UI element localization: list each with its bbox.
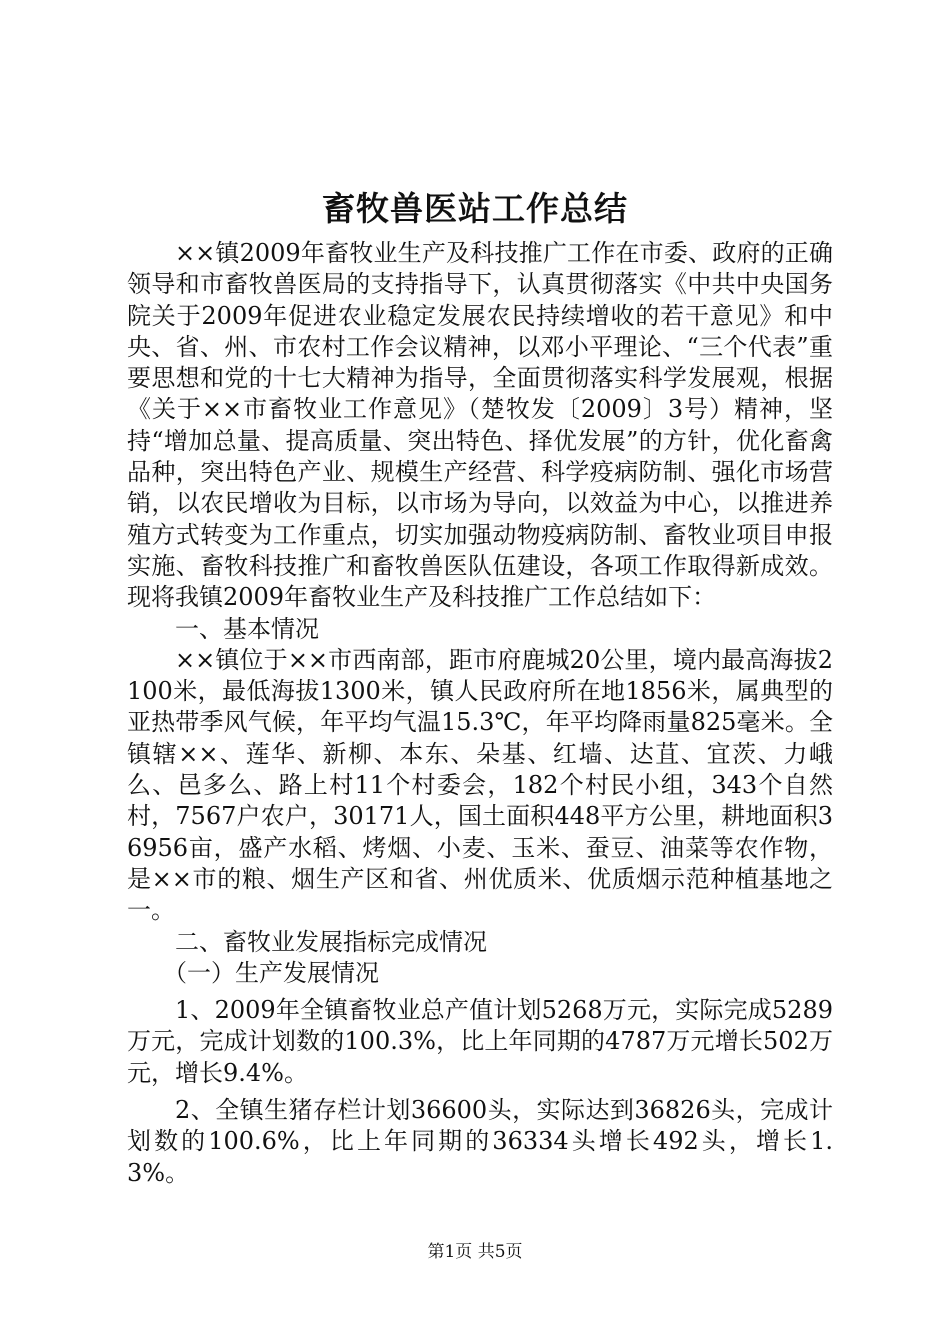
basic-info-paragraph: ××镇位于××市西南部，距市府鹿城20公里，境内最高海拔2100米，最低海拔1300米，镇人民政府所在地1856米，属典型的亚热带季风气候，年平均气温15.3℃，年平均降雨量825毫米。全镇辖××、莲华、新柳、本东、朵基、红墙、达苴、宜茨、力峨么、邑多么、路上村11个村委会，182个村民小组，343个自然村，7567户农户，30171人，国土面积448平方公里，耕地面积36956亩，盛产水稻、烤烟、小麦、玉米、蚕豆、油菜等农作物，是××市的粮、烟生产区和省、州优质米、优质烟示范种植基地之一。 bbox=[127, 645, 833, 925]
document-title: 畜牧兽医站工作总结 bbox=[322, 189, 628, 228]
page-number-footer: 第1页 共5页 bbox=[427, 1242, 523, 1262]
item-paragraph-output-value: 1、2009年全镇畜牧业总产值计划5268万元，实际完成5289万元，完成计划数的100.3%，比上年同期的4787万元增长502万元，增长9.4%。 bbox=[127, 996, 833, 1087]
item-paragraph-pig-stock: 2、全镇生猪存栏计划36600头，实际达到36826头，完成计划数的100.6%，比上年同期的36334头增长492头，增长1.3%。 bbox=[127, 1096, 833, 1187]
intro-paragraph: ××镇2009年畜牧业生产及科技推广工作在市委、政府的正确领导和市畜牧兽医局的支持指导下，认真贯彻落实《中共中央国务院关于2009年促进农业稳定发展农民持续增收的若干意见》和中央、省、州、市农村工作会议精神，以邓小平理论、“三个代表”重要思想和党的十七大精神为指导，全面贯彻落实科学发展观，根据《关于××市畜牧业工作意见》（楚牧发〔2009〕3号）精神，坚持“增加总量、提高质量、突出特色、择优发展”的方针，优化畜禽品种，突出特色产业、规模生产经营、科学疫病防制、强化市场营销，以农民增收为目标，以市场为导向，以效益为中心，以推进养殖方式转变为工作重点，切实加强动物疫病防制、畜牧业项目申报实施、畜牧科技推广和畜牧兽医队伍建设，各项工作取得新成效。现将我镇2009年畜牧业生产及科技推广工作总结如下： bbox=[127, 239, 833, 612]
section-heading-indicators: 二、畜牧业发展指标完成情况 bbox=[175, 927, 487, 956]
document-body bbox=[127, 238, 833, 1189]
subsection-heading-production: （一）生产发展情况 bbox=[163, 958, 379, 987]
section-heading-basic: 一、基本情况 bbox=[175, 614, 319, 643]
